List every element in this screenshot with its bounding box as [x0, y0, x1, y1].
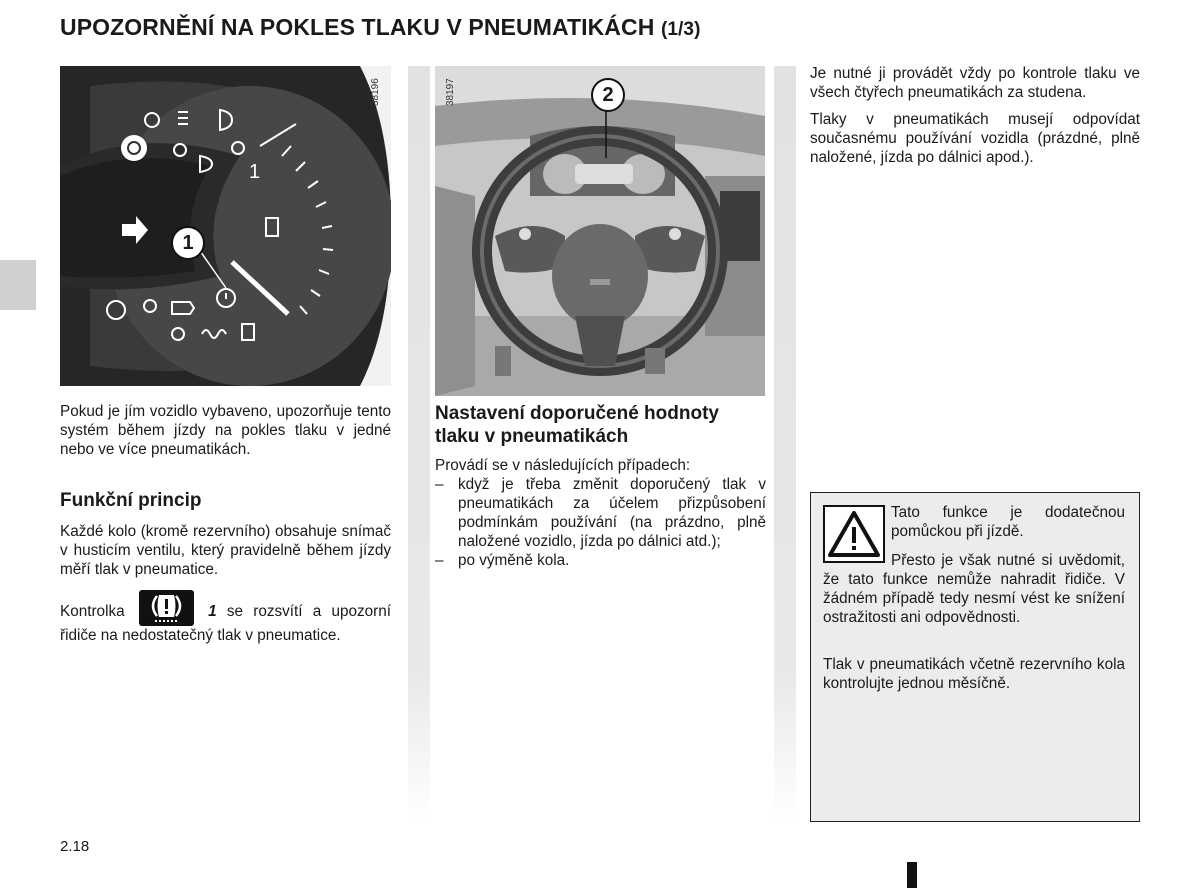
callout-1: 1	[171, 226, 205, 260]
column-divider-2	[774, 66, 796, 820]
lamp-ref: 1	[208, 603, 217, 620]
lamp-suffix: se rozsvítí a upozorní řidiče na nedostatečný tlak v pneumatice.	[60, 603, 392, 644]
cases-lead: Provádí se v následujících případech:	[435, 457, 691, 474]
warning-paragraph-1: Tato funkce je dodatečnou pomůckou při jízdě.	[891, 504, 1125, 540]
steering-illustration	[435, 66, 765, 396]
section-tab	[0, 260, 36, 310]
title-page-of: (1/3)	[660, 19, 701, 40]
figure-steering-wheel	[435, 66, 765, 396]
cases-block	[435, 456, 766, 570]
title-text: UPOZORNĚNÍ NA POKLES TLAKU V PNEUMATIKÁCH	[60, 14, 655, 40]
callout-2: 2	[591, 78, 625, 112]
cluster-illustration	[60, 66, 391, 386]
tpms-warning-icon	[139, 590, 194, 626]
list-item: – když je třeba změnit doporučený tlak v pneumatikách za účelem přizpůsobení podmínkám používání (na prázdno, plně naložené vozidlo, jízda po dálnici atd.);	[435, 475, 766, 551]
lamp-prefix: Kontrolka	[60, 603, 125, 620]
list-item: – po výměně kola.	[435, 551, 766, 570]
intro-paragraph: Pokud je jím vozidlo vybaveno, upozorňuje tento systém během jízdy na pokles tlaku v jedné nebo ve více pneumatikách.	[60, 403, 391, 458]
cases-list	[435, 475, 766, 570]
figure-ref-38196: 38196	[370, 78, 381, 106]
page-title	[60, 14, 701, 41]
gauge-tick-label: 1	[249, 161, 261, 183]
warning-box	[810, 492, 1140, 822]
page-edge-marker	[907, 862, 917, 888]
heading-functional-principle: Funkční princip	[60, 490, 202, 511]
warning-paragraph-2: Přesto je však nutné si uvědomit, že tato funkce nemůže nahradit řidiče. V žádném případě tedy nesmí vést ke snížení ostražitosti ani odpovědnosti.	[823, 552, 1125, 626]
principle-paragraph: Každé kolo (kromě rezervního) obsahuje snímač v husticím ventilu, který pravidelně během jízdy měří tlak v pneumatice.	[60, 523, 391, 578]
right-paragraph-1: Je nutné ji provádět vždy po kontrole tlaku ve všech čtyřech pneumatikách za studena.	[810, 65, 1140, 101]
figure-instrument-cluster	[60, 66, 391, 386]
page-number: 2.18	[60, 838, 90, 855]
figure-ref-38197: 38197	[445, 78, 456, 106]
column-divider-1	[408, 66, 430, 820]
lamp-paragraph	[60, 590, 391, 645]
right-paragraph-2: Tlaky v pneumatikách musejí odpovídat současnému používání vozidla (prázdné, plně naložené, jízda po dálnici apod.).	[810, 111, 1140, 166]
warning-paragraph-3: Tlak v pneumatikách včetně rezervního kola kontrolujte jednou měsíčně.	[823, 656, 1125, 692]
heading-recommended-pressure: Nastavení doporučené hodnoty tlaku v pneumatikách	[435, 403, 719, 447]
